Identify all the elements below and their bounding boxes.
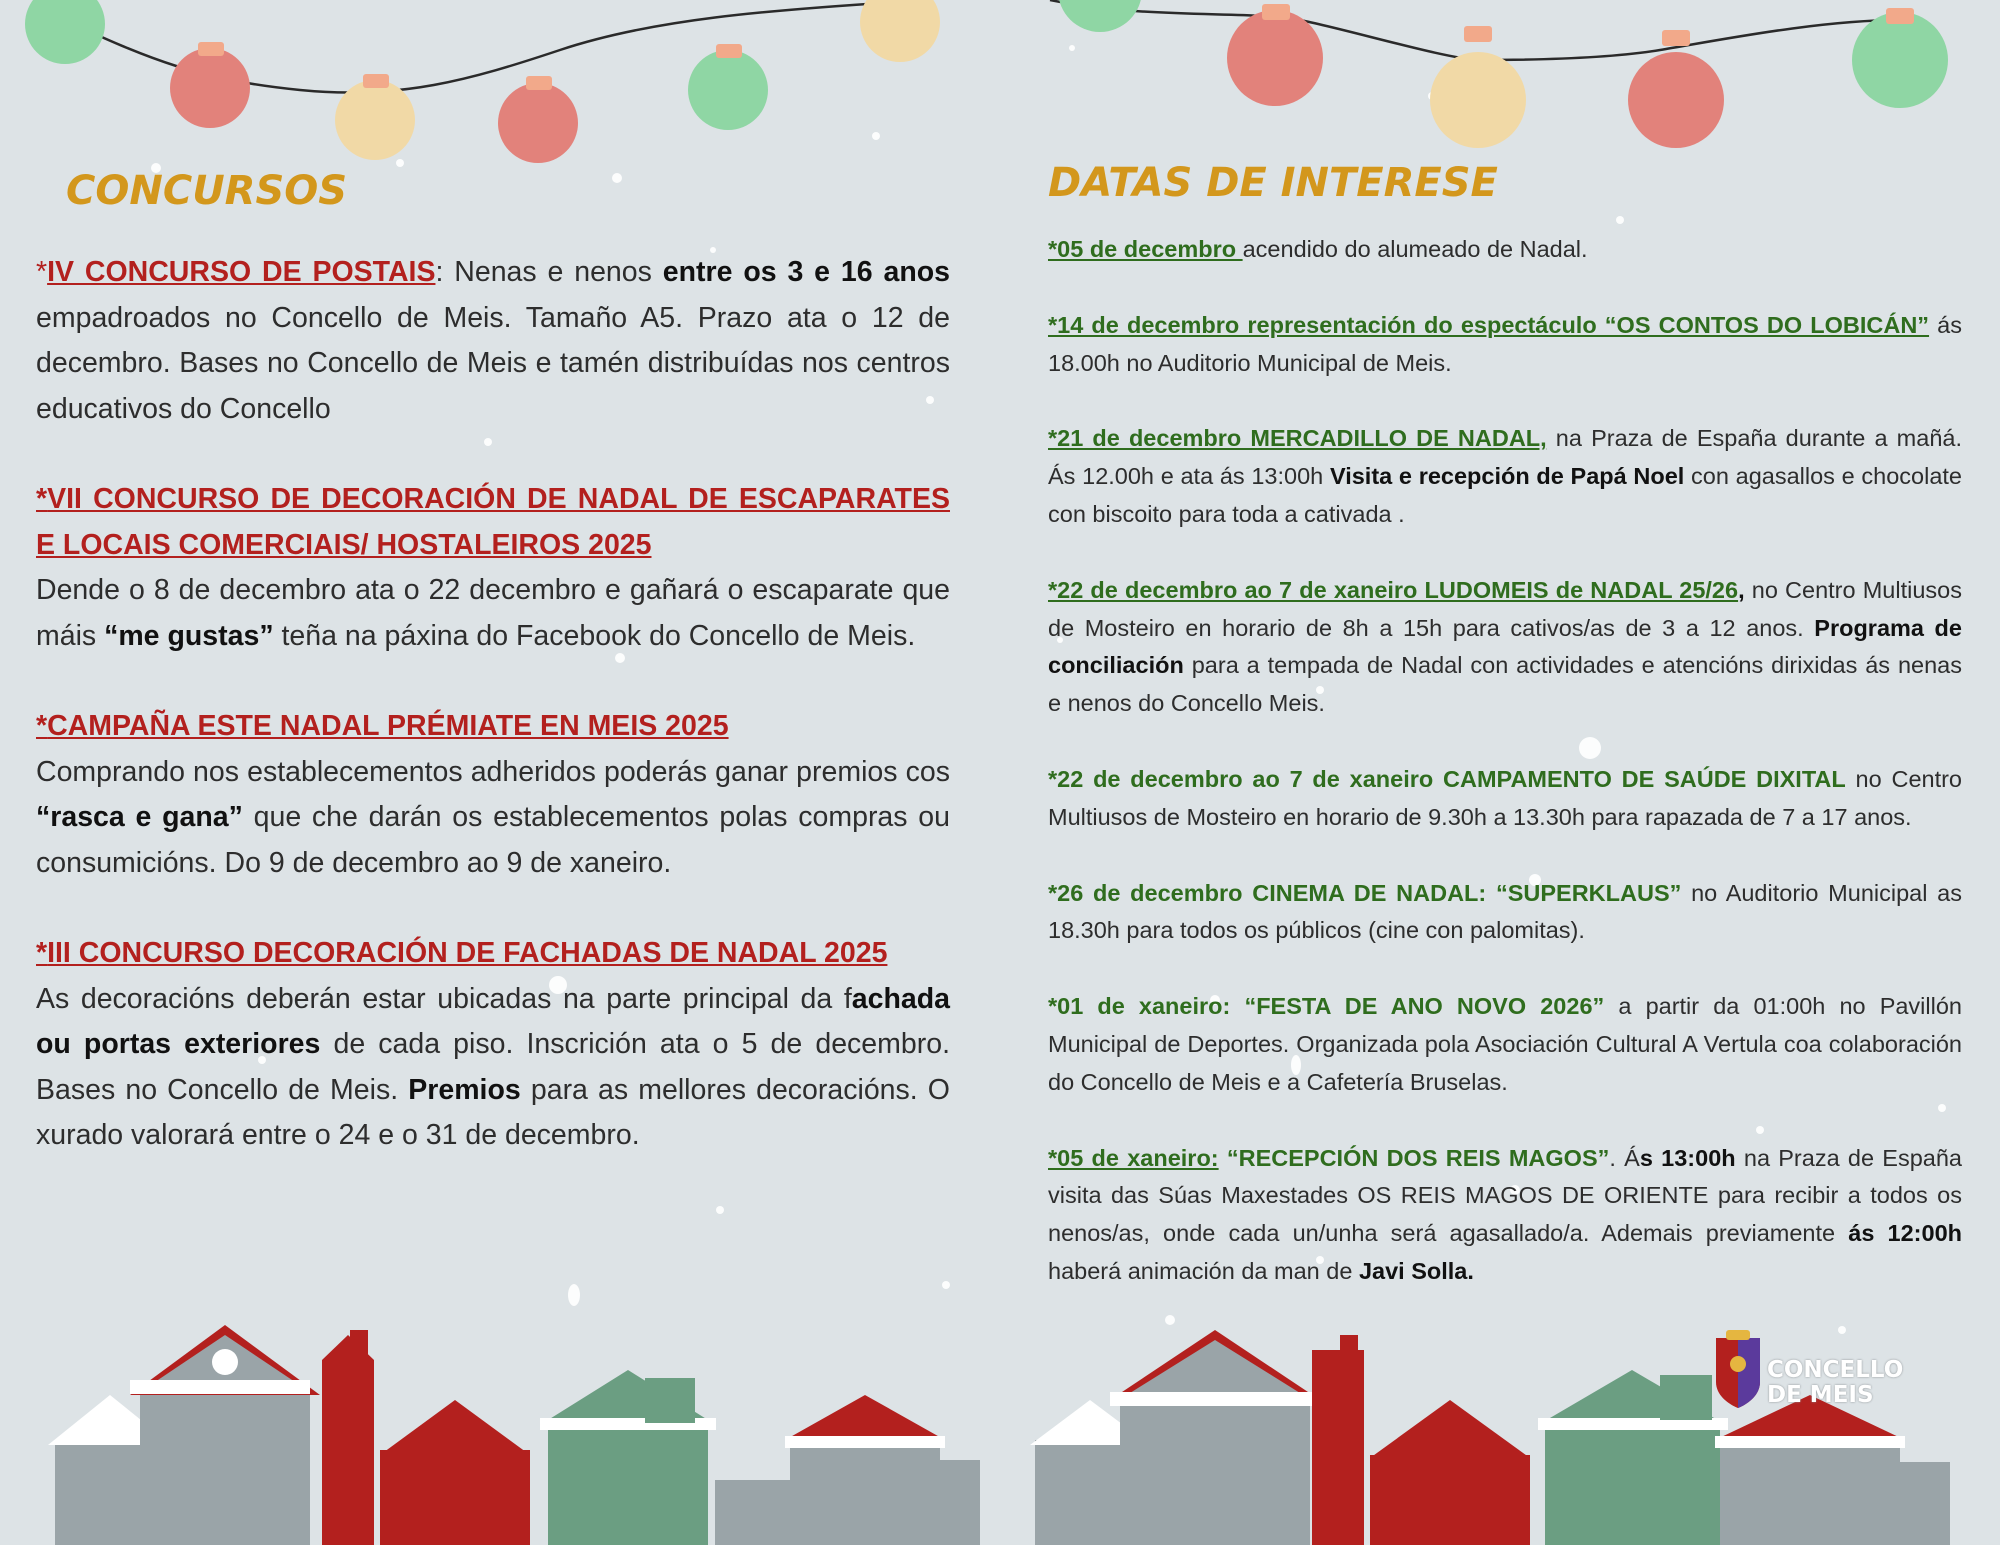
date-item: *05 de xaneiro: “RECEPCIÓN DOS REIS MAGOS”. Ás 13:00h na Praza de España visita das Súas Maxestades OS REIS MAGOS DE ORIENTE para recibir a todos os nenos/as, onde cada un/unha será agasallado/a. Ademais previamente ás 12:00h haberá animación da man de Javi Solla. xyxy=(1048,1144,1962,1284)
dates-column xyxy=(1048,231,1962,1329)
date-item: *21 de decembro MERCADILLO DE NADAL, na Praza de España durante a mañá. Ás 12.00h e ata ás 13:00h Visita e recepción de Papá Noel con agasallos e chocolate con biscoito para toda a cativada . xyxy=(1048,425,1962,527)
string-lights-right xyxy=(1050,0,1948,148)
datas-heading: DATAS DE INTERESE xyxy=(1048,160,1498,206)
date-item: *22 de decembro ao 7 de xaneiro CAMPAMENTO DE SAÚDE DIXITAL no Centro Multiusos de Mosteiro en horario de 9.30h a 13.30h para rapazada de 7 a 17 anos. xyxy=(1048,765,1963,830)
date-item: *14 de decembro representación do espectáculo “OS CONTOS DO LOBICÁN” ás 18.00h no Auditorio Municipal de Meis. xyxy=(1048,311,1962,376)
contests-column xyxy=(36,250,950,1204)
contest-item: *IV CONCURSO DE POSTAIS: Nenas e nenos entre os 3 e 16 anos empadroados no Concello de Meis. Tamaño A5. Prazo ata o 12 de decembro. Bases no Concello de Meis e tamén distribuídas nos centros educativos do Concello xyxy=(36,256,950,425)
contest-title: IV CONCURSO DE POSTAIS xyxy=(47,256,436,288)
houses-left xyxy=(48,1325,980,1545)
concursos-heading: CONCURSOS xyxy=(66,168,348,214)
date-item: *05 de decembro acendido do alumeado de Nadal. xyxy=(1048,236,1588,262)
contest-item: *VII CONCURSO DE DECORACIÓN DE NADAL DE ESCAPARATES E LOCAIS COMERCIAIS/ HOSTALEIROS 2025 Dende o 8 de decembro ata o 22 decembro e gañará o escaparate que máis “me gustas” teña na páxina do Facebook do Concello de Meis. xyxy=(36,483,950,652)
contest-item: *III CONCURSO DECORACIÓN DE FACHADAS DE NADAL 2025 As decoracións deberán estar ubicadas na parte principal da fachada ou portas exteriores de cada piso. Inscrición ata o 5 de decembro. Bases no Concello de Meis. Premios para as mellores decoracións. O xurado valorará entre o 24 e o 31 de decembro. xyxy=(36,937,950,1151)
date-item: *22 de decembro ao 7 de xaneiro LUDOMEIS de NADAL 25/26, no Centro Multiusos de Mosteiro en horario de 8h a 15h para cativos/as de 3 a 12 anos. Programa de conciliación para a tempada de Nadal con actividades e atencións dirixidas ás nenas e nenos do Concello Meis. xyxy=(1048,576,1962,717)
string-lights-left xyxy=(25,0,940,163)
contest-title: VII CONCURSO DE DECORACIÓN DE NADAL DE ESCAPARATES E LOCAIS COMERCIAIS/ HOSTALEIROS 2025 xyxy=(36,483,950,561)
contest-title: III CONCURSO DECORACIÓN DE FACHADAS DE NADAL 2025 xyxy=(47,937,888,969)
date-item: *26 de decembro CINEMA DE NADAL: “SUPERKLAUS” no Auditorio Municipal as 18.30h para todos os públicos (cine con palomitas). xyxy=(1048,879,1962,944)
concello-logo-text: CONCELLO DE MEIS xyxy=(1767,1357,1904,1408)
contest-title: CAMPAÑA ESTE NADAL PRÉMIATE EN MEIS 2025 xyxy=(47,710,729,742)
contest-item: *CAMPAÑA ESTE NADAL PRÉMIATE EN MEIS 2025 Comprando nos establecementos adheridos poderás ganar premios cos “rasca e gana” que che darán os establecementos polas compras ou consumicións. Do 9 de decembro ao 9 de xaneiro. xyxy=(36,710,950,879)
date-item: *01 de xaneiro: “FESTA DE ANO NOVO 2026” a partir da 01:00h no Pavillón Municipal de Deportes. Organizada pola Asociación Cultural A Vertula coa colaboración do Concello de Meis e a Cafetería Bruselas. xyxy=(1048,993,1962,1095)
